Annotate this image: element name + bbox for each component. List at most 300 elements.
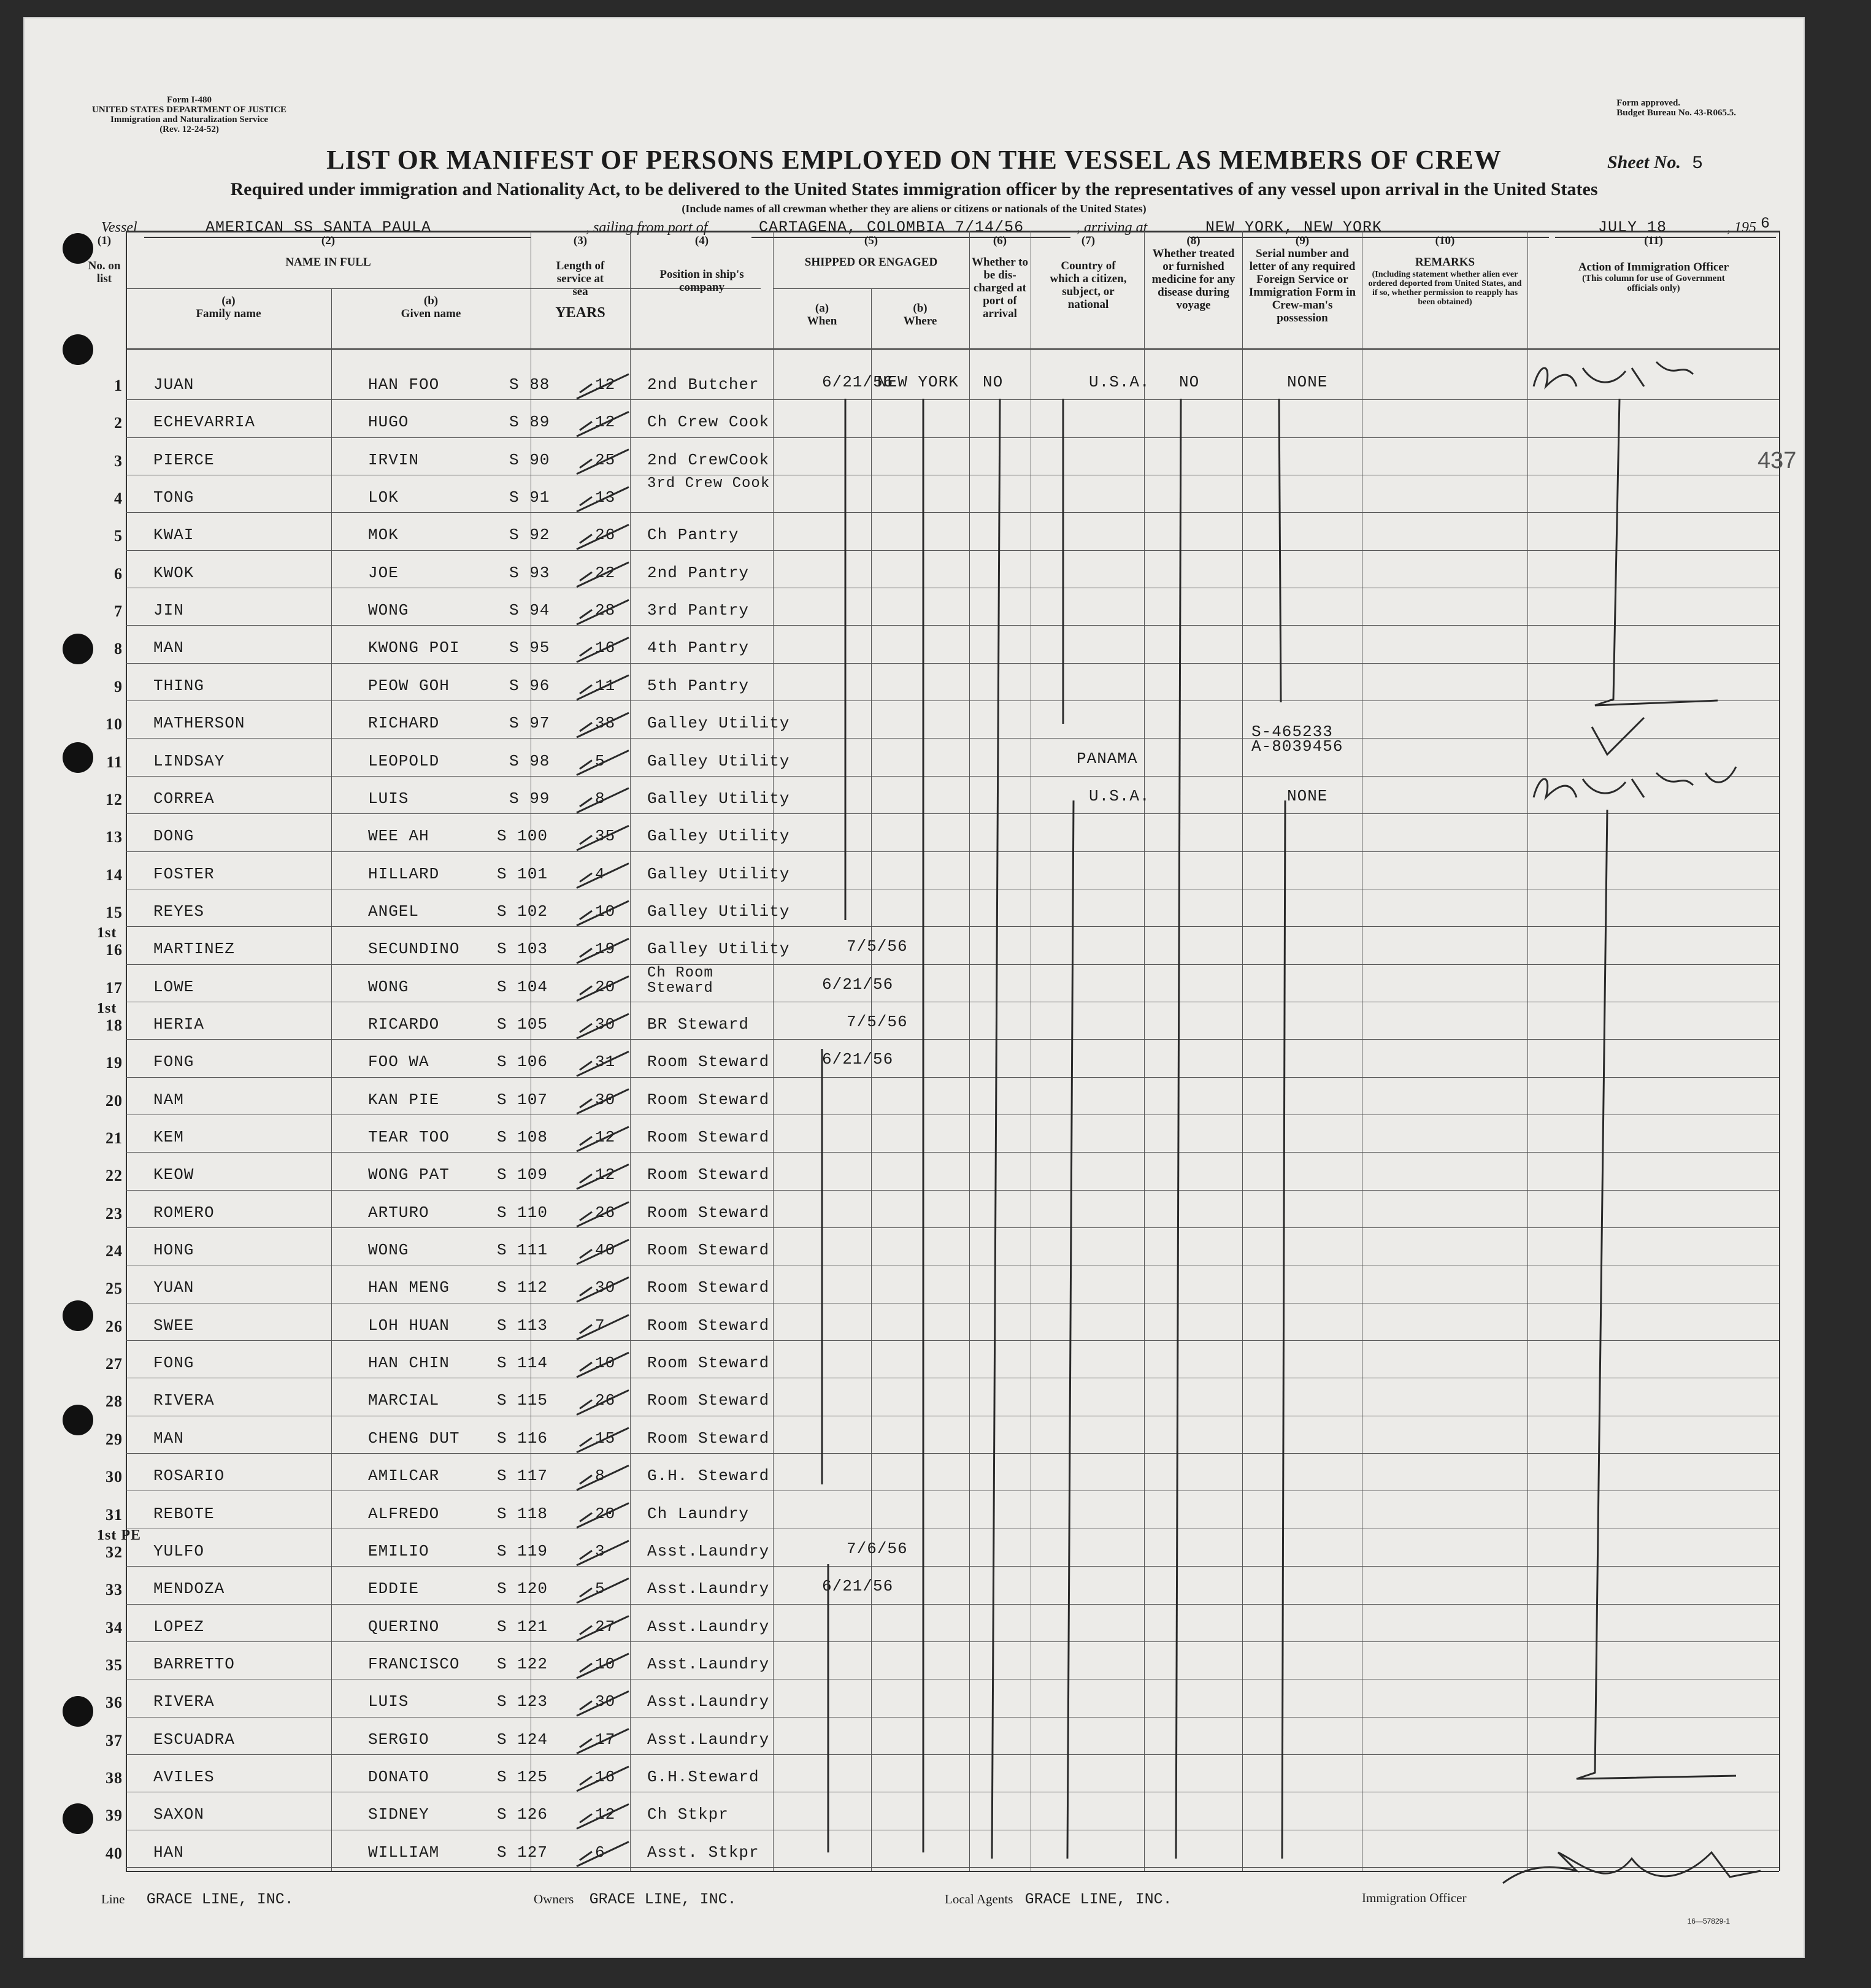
given-name: ARTURO <box>368 1203 429 1222</box>
row-number: 13 <box>106 828 123 846</box>
tally-check <box>577 1616 629 1641</box>
tally-check <box>577 637 629 662</box>
footer-owners-label: Owners <box>534 1892 574 1906</box>
seaman-number: S 123 <box>497 1692 548 1711</box>
form-code: 16—57829-1 <box>1687 1917 1730 1925</box>
header-col5b-label: Where <box>903 315 937 328</box>
tally-check <box>577 562 629 587</box>
tally-check <box>577 450 629 474</box>
row-prefix-note: 1st PE <box>97 1527 141 1543</box>
header-col10-number: (10) <box>1435 234 1455 247</box>
given-name: WONG <box>368 1241 409 1260</box>
seaman-number: S 91 <box>509 488 550 507</box>
revision-date: (Rev. 12-24-52) <box>159 125 219 134</box>
position: Galley Utility <box>647 789 790 808</box>
years-service: 12 <box>595 413 616 432</box>
years-service: 40 <box>595 1241 616 1260</box>
country: U.S.A. <box>1089 786 1150 805</box>
family-name: ROMERO <box>153 1203 215 1222</box>
header-col3-unit: YEARS <box>555 305 605 321</box>
tally-check <box>577 1691 629 1716</box>
row-number: 7 <box>114 602 123 621</box>
seaman-number: S 90 <box>509 450 550 469</box>
row-number: 29 <box>106 1430 123 1448</box>
seaman-number: S 111 <box>497 1241 548 1260</box>
family-name: BARRETTO <box>153 1654 235 1673</box>
seaman-number: S 115 <box>497 1391 548 1410</box>
header-col6-number: (6) <box>993 234 1007 247</box>
given-name: HILLARD <box>368 864 440 883</box>
given-name: PEOW GOH <box>368 676 450 695</box>
ditto-line <box>1282 800 1285 1859</box>
position: 2nd Pantry <box>647 563 750 582</box>
family-name: CORREA <box>153 789 215 808</box>
seaman-number: S 106 <box>497 1053 548 1072</box>
years-service: 8 <box>595 789 605 808</box>
row-number: 38 <box>106 1768 123 1787</box>
tally-check <box>577 864 629 888</box>
row-number: 18 <box>106 1016 123 1034</box>
seaman-number: S 105 <box>497 1015 548 1034</box>
ditto-line <box>1067 800 1074 1859</box>
seaman-number: S 95 <box>509 639 550 658</box>
family-name: YUAN <box>153 1278 194 1297</box>
tally-check <box>577 1127 629 1151</box>
family-name: HAN <box>153 1843 184 1862</box>
ditto-line <box>992 399 1000 1859</box>
tally-check <box>577 1503 629 1528</box>
tally-check <box>577 1089 629 1114</box>
row-number: 14 <box>106 865 123 884</box>
tally-check <box>577 1729 629 1754</box>
action-bracket <box>1577 810 1736 1779</box>
ditto-line <box>1279 399 1281 702</box>
footer-line <box>101 1890 294 1908</box>
given-name: MOK <box>368 526 399 545</box>
header-col2a-number: (a) <box>221 294 236 307</box>
family-name: FONG <box>153 1354 194 1373</box>
years-service: 25 <box>595 450 616 469</box>
shipped-when: 7/5/56 <box>847 937 908 956</box>
position: Galley Utility <box>647 751 790 770</box>
position: Asst. Stkpr <box>647 1843 759 1862</box>
years-service: 10 <box>595 1354 616 1373</box>
tally-check <box>577 487 629 512</box>
family-name: SAXON <box>153 1805 205 1824</box>
position: BR Steward <box>647 1015 750 1034</box>
family-name: LOWE <box>153 977 194 996</box>
years-service: 3 <box>595 1541 605 1560</box>
seaman-number: S 100 <box>497 827 548 846</box>
tally-check <box>577 713 629 737</box>
shipped-when: 7/5/56 <box>847 1012 908 1031</box>
tally-check <box>577 1315 629 1340</box>
tally-check <box>577 1390 629 1414</box>
years-service: 26 <box>595 1203 616 1222</box>
position: 3rd Pantry <box>647 601 750 620</box>
footer-officer <box>1362 1890 1466 1906</box>
row-number: 22 <box>106 1167 123 1185</box>
seaman-number: S 124 <box>497 1730 548 1749</box>
position: Ch Laundry <box>647 1504 750 1523</box>
row-number: 30 <box>106 1468 123 1486</box>
years-service: 8 <box>595 1467 605 1486</box>
row-number: 3 <box>114 451 123 470</box>
row-number: 31 <box>106 1505 123 1524</box>
header-col4-number: (4) <box>694 234 709 247</box>
position: Room Steward <box>647 1165 770 1184</box>
row-number: 40 <box>106 1844 123 1862</box>
years-service: 30 <box>595 1090 616 1109</box>
given-name: CHENG DUT <box>368 1429 460 1448</box>
row-number: 32 <box>106 1543 123 1561</box>
header-col11-label: Action of Immigration Officer <box>1578 261 1729 274</box>
family-name: MATHERSON <box>153 714 245 733</box>
tally-check <box>577 524 629 549</box>
budget-bureau-number: Budget Bureau No. 43-R065.5. <box>1616 108 1736 118</box>
years-service: 20 <box>595 977 616 996</box>
row-number: 5 <box>114 527 123 545</box>
years-service: 5 <box>595 751 605 770</box>
position: Galley Utility <box>647 902 790 921</box>
position: Asst.Laundry <box>647 1617 770 1636</box>
row-number: 23 <box>106 1204 123 1222</box>
header-col7-label: Country of which a citizen, subject, or national <box>1050 259 1127 311</box>
family-name: RIVERA <box>153 1692 215 1711</box>
years-service: 4 <box>595 864 605 883</box>
family-name: ECHEVARRIA <box>153 413 256 432</box>
given-name: LUIS <box>368 789 409 808</box>
seaman-number: S 109 <box>497 1165 548 1184</box>
requirement-statement: Required under immigration and Nationality Act, to be delivered to the United States immigration officer by the representatives of any vessel upon arrival in the United States <box>230 179 1598 199</box>
years-service: 15 <box>595 1429 616 1448</box>
years-service: 38 <box>595 714 616 733</box>
position: Room Steward <box>647 1241 770 1260</box>
position: Room Steward <box>647 1053 770 1072</box>
years-service: 10 <box>595 902 616 921</box>
given-name: WONG PAT <box>368 1165 450 1184</box>
position: Ch Room Steward <box>647 964 713 997</box>
position: Room Steward <box>647 1316 770 1335</box>
given-name: WILLIAM <box>368 1843 440 1862</box>
given-name: IRVIN <box>368 450 420 469</box>
years-service: 19 <box>595 940 616 959</box>
given-name: FRANCISCO <box>368 1654 460 1673</box>
position: Asst.Laundry <box>647 1579 770 1598</box>
given-name: HAN FOO <box>368 375 440 394</box>
action-bracket <box>1595 399 1718 705</box>
header-col1-label: No. on list <box>88 259 121 285</box>
seaman-number: S 120 <box>497 1579 548 1598</box>
given-name: RICARDO <box>368 1015 440 1034</box>
row-prefix-note: 1st <box>97 925 117 942</box>
page-title: LIST OR MANIFEST OF PERSONS EMPLOYED ON THE VESSEL AS MEMBERS OF CREW <box>326 145 1502 175</box>
given-name: LUIS <box>368 1692 409 1711</box>
family-name: JIN <box>153 601 184 620</box>
tally-check <box>577 1578 629 1603</box>
tally-check <box>577 1465 629 1490</box>
position: Room Steward <box>647 1128 770 1146</box>
given-name: KWONG POI <box>368 639 460 658</box>
family-name: FOSTER <box>153 864 215 883</box>
vessel-name: AMERICAN SS SANTA PAULA <box>206 218 432 236</box>
family-name: KWAI <box>153 526 194 545</box>
seaman-number: S 117 <box>497 1467 548 1486</box>
position: Galley Utility <box>647 827 790 846</box>
seaman-number: S 89 <box>509 413 550 432</box>
tally-check <box>577 1654 629 1678</box>
seaman-number: S 103 <box>497 940 548 959</box>
position: 2nd CrewCook <box>647 450 770 469</box>
years-service: 11 <box>595 676 616 695</box>
header-col5a-label: When <box>807 315 837 328</box>
seaman-number: S 127 <box>497 1843 548 1862</box>
seaman-number: S 110 <box>497 1203 548 1222</box>
position: Ch Crew Cook <box>647 413 770 432</box>
year-prefix: , 195 <box>1727 220 1756 236</box>
years-service: 30 <box>595 1278 616 1297</box>
header-col8-label: Whether treated or furnished medicine for any disease during voyage <box>1151 247 1235 312</box>
tally-check <box>577 1164 629 1189</box>
years-service: 16 <box>595 639 616 658</box>
footer-officer-label: Immigration Officer <box>1362 1890 1467 1905</box>
given-name: HAN MENG <box>368 1278 450 1297</box>
seaman-number: S 108 <box>497 1128 548 1146</box>
family-name: REBOTE <box>153 1504 215 1523</box>
family-name: JUAN <box>153 375 194 394</box>
footer-line-label: Line <box>101 1892 125 1906</box>
vessel-label: Vessel <box>101 220 137 236</box>
position: Galley Utility <box>647 714 790 733</box>
country: U.S.A. <box>1089 373 1150 391</box>
years-service: 20 <box>595 1504 616 1523</box>
year-digit: 6 <box>1761 215 1771 232</box>
row-number: 35 <box>106 1656 123 1674</box>
given-name: WEE AH <box>368 827 429 846</box>
seaman-number: S 94 <box>509 601 550 620</box>
header-col3-number: (3) <box>573 234 588 247</box>
family-name: PIERCE <box>153 450 215 469</box>
position: Room Steward <box>647 1429 770 1448</box>
row-number: 12 <box>106 790 123 808</box>
header-col7-number: (7) <box>1081 234 1096 247</box>
header-col11-number: (11) <box>1644 234 1663 247</box>
seaman-number: S 101 <box>497 864 548 883</box>
family-name: NAM <box>153 1090 184 1109</box>
years-service: 17 <box>595 1730 616 1749</box>
department-name: UNITED STATES DEPARTMENT OF JUSTICE <box>92 105 287 115</box>
position: Room Steward <box>647 1278 770 1297</box>
position: Ch Pantry <box>647 526 739 545</box>
years-service: 12 <box>595 1128 616 1146</box>
header-col9-number: (9) <box>1295 234 1310 247</box>
handwritten-annotations <box>25 18 1804 1957</box>
years-service: 10 <box>595 1654 616 1673</box>
seaman-number: S 98 <box>509 751 550 770</box>
given-name: LEOPOLD <box>368 751 440 770</box>
row-number: 33 <box>106 1581 123 1599</box>
seaman-number: S 119 <box>497 1541 548 1560</box>
row-number: 36 <box>106 1694 123 1712</box>
tally-check <box>577 977 629 1001</box>
given-name: ALFREDO <box>368 1504 440 1523</box>
given-name: KAN PIE <box>368 1090 440 1109</box>
family-name: TONG <box>153 488 194 507</box>
row-number: 19 <box>106 1054 123 1072</box>
tally-check <box>577 938 629 963</box>
family-name: RIVERA <box>153 1391 215 1410</box>
tally-check <box>577 374 629 399</box>
family-name: KEM <box>153 1128 184 1146</box>
side-note: 437 <box>1758 448 1797 474</box>
given-name: SIDNEY <box>368 1805 429 1824</box>
position: Room Steward <box>647 1354 770 1373</box>
years-service: 13 <box>595 488 616 507</box>
tally-check <box>577 412 629 436</box>
inclusion-note: (Include names of all crewman whether they are aliens or citizens or nationals of the United States) <box>682 202 1147 215</box>
seaman-number: S 112 <box>497 1278 548 1297</box>
serial-number: S-465233 <box>1251 723 1333 742</box>
shipped-when: 6/21/56 <box>822 975 894 994</box>
given-name: TEAR TOO <box>368 1128 450 1146</box>
header-col2b-label: Given name <box>401 307 461 320</box>
family-name: ESCUADRA <box>153 1730 235 1749</box>
given-name: EDDIE <box>368 1579 420 1598</box>
given-name: JOE <box>368 563 399 582</box>
officer-initials <box>1534 767 1736 797</box>
approval-text: Form approved. <box>1616 98 1681 108</box>
row-number: 39 <box>106 1806 123 1825</box>
position: 5th Pantry <box>647 676 750 695</box>
years-service: 22 <box>595 563 616 582</box>
seaman-number: S 93 <box>509 563 550 582</box>
row-number: 20 <box>106 1091 123 1110</box>
officer-initials <box>1534 362 1693 386</box>
given-name: WONG <box>368 977 409 996</box>
position: Ch Stkpr <box>647 1805 729 1824</box>
tally-check <box>577 675 629 700</box>
row-number: 28 <box>106 1392 123 1411</box>
service-name: Immigration and Naturalization Service <box>110 115 269 125</box>
shipped-when: 6/21/56 <box>822 1577 894 1596</box>
given-name: HAN CHIN <box>368 1354 450 1373</box>
years-service: 12 <box>595 1165 616 1184</box>
family-name: KEOW <box>153 1165 194 1184</box>
tally-check <box>577 901 629 926</box>
row-number: 9 <box>114 677 123 696</box>
given-name: QUERINO <box>368 1617 440 1636</box>
tally-check <box>577 1277 629 1302</box>
header-col2-label: NAME IN FULL <box>285 256 371 269</box>
footer-agents-value: GRACE LINE, INC. <box>1024 1890 1172 1908</box>
years-service: 12 <box>595 1805 616 1824</box>
tally-check <box>577 826 629 850</box>
shipped-where: NEW YORK <box>877 373 959 391</box>
sheet-number-label: Sheet No. <box>1607 152 1681 172</box>
header-col9-label: Serial number and letter of any required Foreign Service or Immigration Form in Crew-man's possession <box>1248 247 1356 324</box>
position: 4th Pantry <box>647 639 750 658</box>
row-number: 37 <box>106 1731 123 1749</box>
seaman-number: S 97 <box>509 714 550 733</box>
footer-owners <box>534 1890 737 1908</box>
seaman-number: S 96 <box>509 676 550 695</box>
seaman-number: S 107 <box>497 1090 548 1109</box>
row-number: 4 <box>114 489 123 508</box>
family-name: KWOK <box>153 563 194 582</box>
given-name: MARCIAL <box>368 1391 440 1410</box>
tally-check <box>577 1767 629 1791</box>
family-name: HERIA <box>153 1015 205 1034</box>
position: Room Steward <box>647 1203 770 1222</box>
family-name: ROSARIO <box>153 1467 225 1486</box>
header-col8-number: (8) <box>1186 234 1201 247</box>
row-number: 27 <box>106 1355 123 1373</box>
position: Asst.Laundry <box>647 1541 770 1560</box>
ditto-line <box>1176 399 1181 1859</box>
serial-number: NONE <box>1287 373 1328 391</box>
years-service: 30 <box>595 1692 616 1711</box>
years-service: 30 <box>595 1015 616 1034</box>
tally-check <box>577 1051 629 1076</box>
seaman-number: S 113 <box>497 1316 548 1335</box>
years-service: 31 <box>595 1053 616 1072</box>
row-number: 21 <box>106 1129 123 1147</box>
header-col11-subtext: (This column for use of Government officials only) <box>1582 274 1725 293</box>
tally-check <box>577 788 629 813</box>
header-col5b-number: (b) <box>913 302 928 315</box>
tally-check <box>577 1202 629 1227</box>
row-number: 6 <box>114 564 123 583</box>
family-name: YULFO <box>153 1541 205 1560</box>
serial-number: NONE <box>1287 786 1328 805</box>
given-name: SERGIO <box>368 1730 429 1749</box>
sailing-port: CARTAGENA, COLOMBIA 7/14/56 <box>759 218 1024 236</box>
row-number: 34 <box>106 1618 123 1637</box>
family-name: MAN <box>153 1429 184 1448</box>
serial-number: A-8039456 <box>1251 737 1343 756</box>
tally-check <box>577 1240 629 1264</box>
given-name: SECUNDINO <box>368 940 460 959</box>
family-name: SWEE <box>153 1316 194 1335</box>
arrival-date: JULY 18 <box>1598 218 1667 236</box>
tally-check <box>577 1804 629 1829</box>
given-name: RICHARD <box>368 714 440 733</box>
tally-check <box>577 1842 629 1867</box>
position: G.H. Steward <box>647 1467 770 1486</box>
family-name: MENDOZA <box>153 1579 225 1598</box>
row-number: 10 <box>106 715 123 734</box>
position: Room Steward <box>647 1391 770 1410</box>
years-service: 27 <box>595 1617 616 1636</box>
given-name: ANGEL <box>368 902 420 921</box>
seaman-number: S 125 <box>497 1767 548 1786</box>
action-check <box>1592 718 1644 754</box>
position: Galley Utility <box>647 940 790 959</box>
tally-check <box>577 600 629 624</box>
position: Galley Utility <box>647 864 790 883</box>
given-name: HUGO <box>368 413 409 432</box>
position: G.H.Steward <box>647 1767 759 1786</box>
family-name: LOPEZ <box>153 1617 205 1636</box>
country: PANAMA <box>1077 749 1138 768</box>
seaman-number: S 121 <box>497 1617 548 1636</box>
shipped-when: 7/6/56 <box>847 1539 908 1558</box>
header-col2-number: (2) <box>321 234 336 247</box>
given-name: LOK <box>368 488 399 507</box>
family-name: REYES <box>153 902 205 921</box>
row-number: 11 <box>106 753 123 771</box>
family-name: MARTINEZ <box>153 940 235 959</box>
